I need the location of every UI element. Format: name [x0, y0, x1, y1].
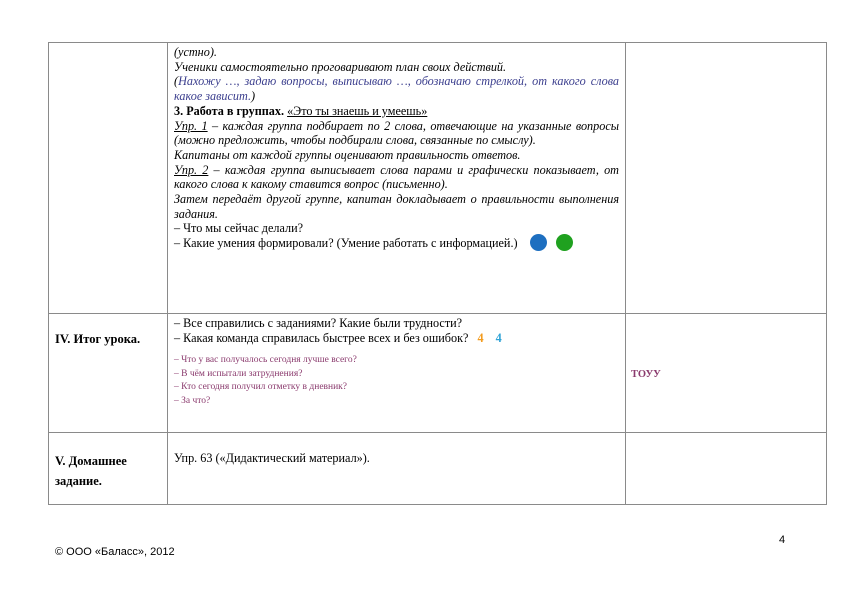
exercise-1-label: Упр. 1 — [174, 118, 208, 133]
action-steps-text: Нахожу …, задаю вопросы, выписываю …, обозначаю стрелкой, от какого слова какое зависит. — [174, 74, 619, 104]
reflection-question: – Кто сегодня получил отметку в дневник? — [174, 382, 348, 393]
uud-label: ТОУУ — [631, 369, 661, 380]
notes-cell — [626, 314, 827, 433]
exercise-2-label: Упр. 2 — [174, 162, 209, 177]
copyright: © ООО «Баласс», 2012 — [55, 546, 175, 558]
activity-cell — [168, 43, 626, 314]
group-work-title: «Это ты знаешь и умеешь» — [287, 103, 428, 118]
page-number: 4 — [779, 534, 786, 546]
blue-circle-icon — [530, 234, 547, 251]
score-blue: 4 — [495, 330, 502, 345]
then-text: Затем передаёт другой группе, капитан докладывает о правильности выполнения задания. — [174, 192, 619, 221]
score-orange: 4 — [477, 330, 484, 345]
question-skills: – Какие умения формировали? (Умение работать с информацией.) — [174, 236, 518, 251]
stage-cell — [49, 314, 168, 433]
reflection-question: – За что? — [174, 395, 211, 406]
activity-cell — [168, 433, 626, 505]
stage-cell — [49, 433, 168, 505]
table-row — [49, 314, 827, 433]
stage-homework-line1: V. Домашнее — [55, 454, 127, 468]
group-work-heading: 3. Работа в группах. — [174, 103, 285, 118]
captains-text: Капитаны от каждой группы оценивают правильность ответов. — [174, 147, 521, 162]
activity-cell — [168, 314, 626, 433]
stage-homework-line2: задание. — [55, 474, 102, 488]
paren-close: ) — [251, 89, 256, 104]
stage-summary: IV. Итог урока. — [55, 332, 141, 346]
oral-note: (устно). — [174, 45, 217, 59]
stage-cell — [49, 43, 168, 314]
exercise-2-text: – каждая группа выписывает слова парами и графически показывает, от какого слова к какому ставится вопрос (письменно). — [174, 162, 619, 192]
students-plan-text: Ученики самостоятельно проговаривают план своих действий. — [174, 59, 507, 74]
green-circle-icon — [556, 234, 573, 251]
lesson-plan-table — [48, 42, 827, 505]
question-fastest-team: – Какая команда справилась быстрее всех и без ошибок? — [174, 330, 469, 345]
exercise-1-text: – каждая группа подбирает по 2 слова, отвечающие на указанные вопросы (можно предложить, чтобы подбирали слова, связанные по смыслу). — [174, 118, 619, 148]
question-tasks: – Все справились с заданиями? Какие были трудности? — [174, 316, 463, 330]
reflection-question: – Что у вас получалось сегодня лучше всего? — [174, 355, 357, 366]
question-what-did: – Что мы сейчас делали? — [174, 221, 304, 236]
homework-text: Упр. 63 («Дидактический материал»). — [174, 451, 370, 465]
notes-cell — [626, 433, 827, 505]
assessment-circles — [521, 237, 581, 251]
table-row — [49, 433, 827, 505]
reflection-question: – В чём испытали затруднения? — [174, 368, 303, 379]
notes-cell — [626, 43, 827, 314]
paren-open: ( — [174, 74, 179, 89]
table-row — [49, 43, 827, 314]
